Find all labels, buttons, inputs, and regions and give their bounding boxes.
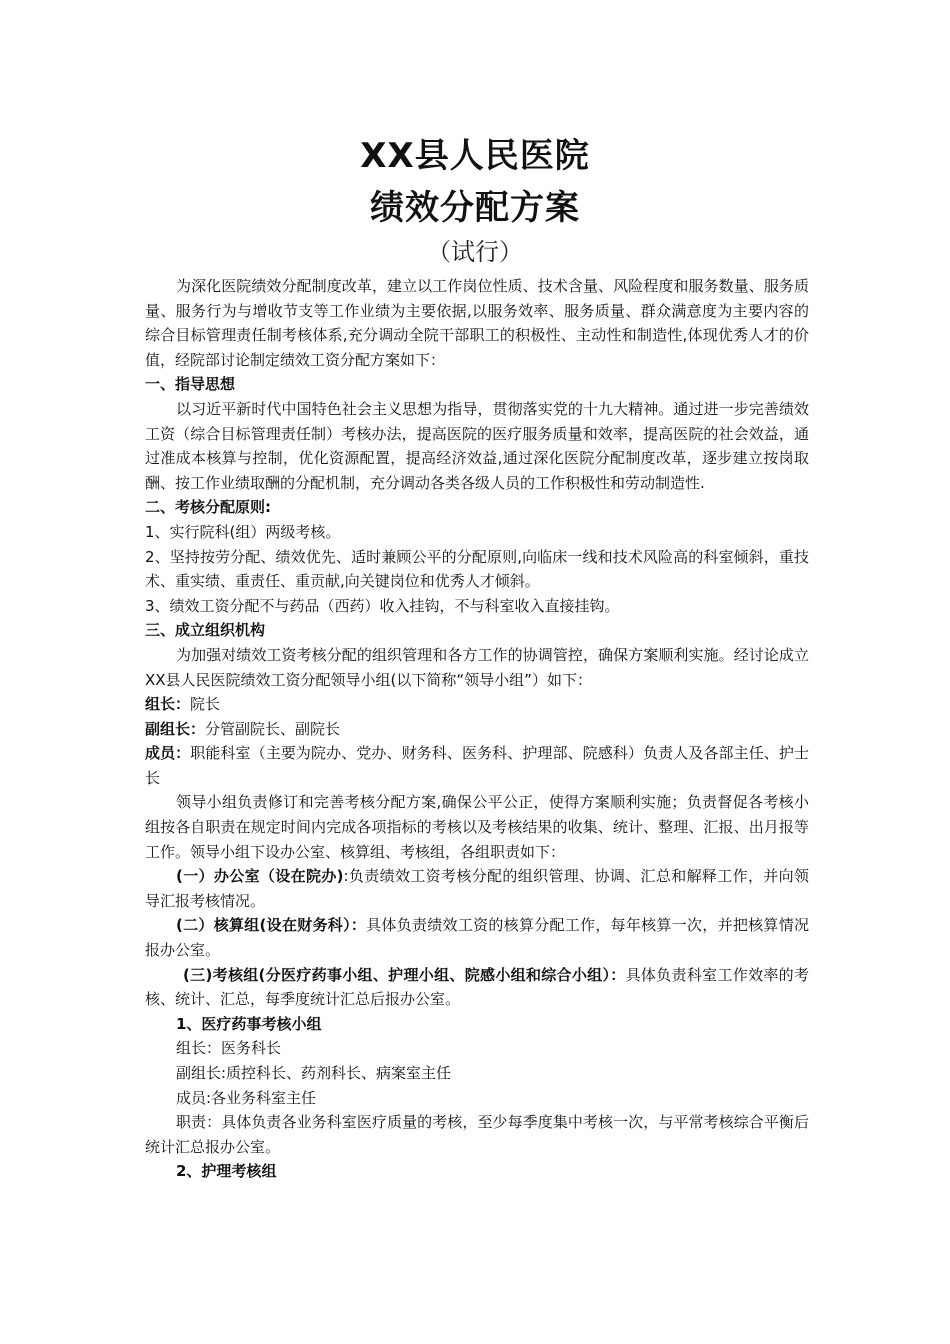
deputy-leader-label: 副组长： <box>145 719 206 738</box>
principle-item-2: 2、坚持按劳分配、绩效优先、适时兼顾公平的分配原则,向临床一线和技术风险高的科室倾斜，重技术、重实绩、重责任、重贡献,向关键岗位和优秀人才倾斜。 <box>145 547 809 591</box>
members-line <box>145 741 809 790</box>
accounting-group-label: (二）核算组(设在财务科）： <box>176 916 367 935</box>
section-heading-principles: 二、考核分配原则: <box>145 498 271 517</box>
leader-value: 院长 <box>190 695 221 714</box>
assessment-group-text: 具体负责科室工作效率的考核、统计、汇总，每季度统计汇总后报办公室。 <box>145 965 809 1009</box>
leader-line <box>145 692 809 717</box>
medical-group-deputy: 副组长:质控科长、药剂科长、病案室主任 <box>176 1064 452 1082</box>
medical-group-duty: 职责：具体负责各业务科室医疗质量的考核，至少每季度集中考核一次，与平常考核综合平衡后统计汇总报办公室。 <box>145 1113 809 1156</box>
assessment-group-label: (三)考核组(分医疗药事小组、护理小组、院感小组和综合小组）： <box>183 965 626 984</box>
medical-group-members: 成员:各业务科室主任 <box>176 1088 317 1107</box>
principle-item-3: 3、绩效工资分配不与药品（西药）收入挂钩，不与科室收入直接挂钩。 <box>145 596 620 615</box>
medical-group-leader: 组长：医务科长 <box>176 1039 282 1058</box>
principle-item-1: 1、实行院科(组）两级考核。 <box>145 522 341 541</box>
accounting-group-paragraph <box>145 913 809 962</box>
deputy-leader-value: 分管副院长、副院长 <box>205 719 341 738</box>
leadership-duties-paragraph: 领导小组负责修订和完善考核分配方案,确保公平公正，使得方案顺利实施；负责督促各考核小组按各自职责在规定时间内完成各项指标的考核以及考核结果的收集、统计、整理、汇报、出月报等工作。领导小组下设办公室、核算组、考核组，各组职责如下： <box>145 793 809 861</box>
document-body <box>145 274 809 1184</box>
document-title-line1: XX县人民医院 <box>360 136 590 176</box>
assessment-group-paragraph <box>145 963 809 1012</box>
section-heading-guiding-ideology: 一、指导思想 <box>145 375 236 394</box>
office-label: (一）办公室（设在院办) <box>176 867 344 886</box>
document-subtitle: （试行） <box>427 238 523 266</box>
section-heading-organization: 三、成立组织机构 <box>145 621 266 640</box>
members-label: 成员： <box>145 744 191 763</box>
organization-intro-paragraph: 为加强对绩效工资考核分配的组织管理和各方工作的协调管控，确保方案顺利实施。经讨论成立XX县人民医院绩效工资分配领导小组(以下简称“领导小组”）如下： <box>145 645 809 689</box>
medical-group-heading: 1、医疗药事考核小组 <box>176 1014 322 1033</box>
deputy-leader-line <box>145 717 809 742</box>
guiding-ideology-paragraph: 以习近平新时代中国特色社会主义思想为指导，贯彻落实党的十九大精神。通过进一步完善绩效工资（综合目标管理责任制）考核办法，提高医院的医疗服务质量和效率，提高医院的社会效益，通过准成本核算与控制，优化资源配置，提高经济效益,通过深化医院分配制度改革，逐步建立按岗取酬、按工作业绩取酬的分配机制，充分调动各类各级人员的工作积极性和劳动制造性. <box>145 399 809 492</box>
office-text: :负责绩效工资考核分配的组织管理、协调、汇总和解释工作，并向领导汇报考核情况。 <box>145 867 809 910</box>
members-value: 职能科室（主要为院办、党办、财务科、医务科、护理部、院感科）负责人及各部主任、护士长 <box>145 744 809 787</box>
intro-paragraph: 为深化医院绩效分配制度改革，建立以工作岗位性质、技术含量、风险程度和服务数量、服务质量、服务行为与增收节支等工作业绩为主要依据,以服务效率、服务质量、群众满意度为主要内容的综合目标管理责任制考核体系,充分调动全院干部职工的积极性、主动性和制造性,体现优秀人才的价值，经院部讨论制定绩效工资分配方案如下： <box>145 277 809 369</box>
office-paragraph <box>145 864 809 913</box>
accounting-group-text: 具体负责绩效工资的核算分配工作，每年核算一次，并把核算情况报办公室。 <box>145 916 809 960</box>
document-title-line2: 绩效分配方案 <box>370 188 580 228</box>
leader-label: 组长： <box>145 695 191 714</box>
nursing-group-heading: 2、护理考核组 <box>176 1162 277 1181</box>
